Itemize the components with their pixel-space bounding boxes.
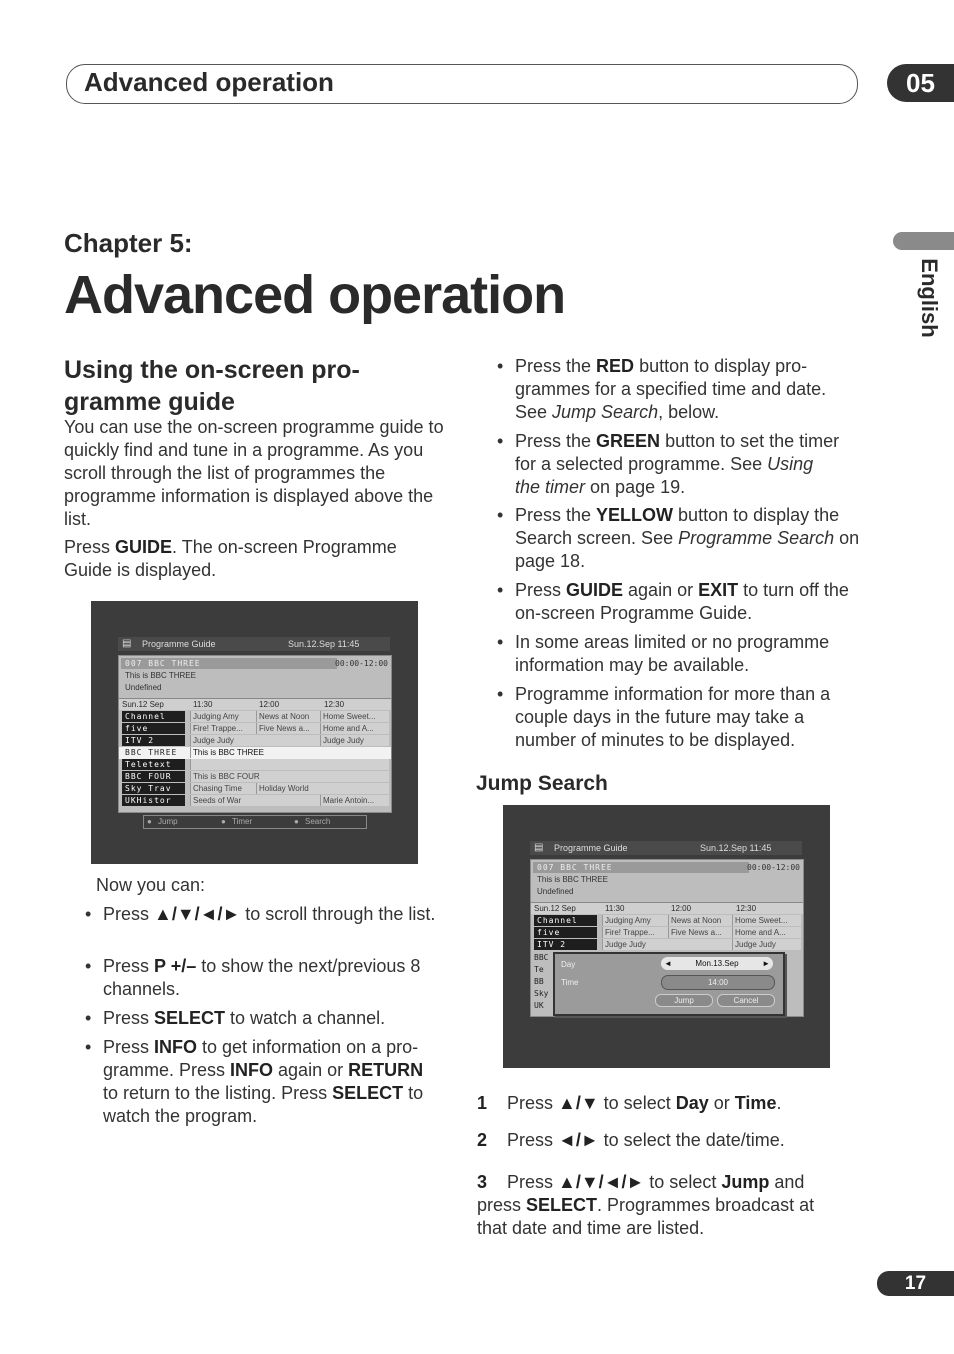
footer-timer[interactable]: Timer	[232, 817, 253, 826]
time-field[interactable]: 14:00	[661, 975, 775, 990]
bullet-item: • Press INFO to get information on a pro-gramme. Press INFO again or RETURN to return to the listing. Press SELECT to watch the program.	[85, 1037, 424, 1126]
bullet-item: • Press GUIDE again or EXIT to turn off the on-screen Programme Guide.	[497, 580, 849, 623]
guide-panel: 007 BBC THREE 00:00-12:00 This is BBC THREE Undefined Sun.12 Sep 11:30 12:00 12:30 Channel Judging Amy News at Noon Home Sweet... five Fire! Trappe... Five News a... Home and A... ITV 2 Judge Judy Judge Judy BBC Te BB Sky UK Day ◄ Mon.13.Sep ► Time 14:00 Jump Cancel	[530, 859, 804, 1017]
bullet-item: • Press ▲/▼/◄/► to scroll through the list.	[85, 904, 436, 924]
day-selector[interactable]: ◄ Mon.13.Sep ►	[661, 957, 773, 970]
intro-paragraph: You can use the on-screen programme guide to quickly find and tune in a programme. As you scroll through the list of programmes the programme information is displayed above the list.	[64, 417, 444, 529]
current-channel-bar: 007 BBC THREE	[121, 658, 337, 669]
guide-row[interactable]: five Fire! Trappe... Five News a... Home and A...	[531, 927, 803, 939]
time-header-row: Sun.12 Sep 11:30 12:00 12:30	[531, 902, 803, 914]
guide-panel: 007 BBC THREE 00:00-12:00 This is BBC THREE Undefined Sun.12 Sep 11:30 12:00 12:30 Channel Judging Amy News at Noon Home Sweet... five Fire! Trappe... Five News a... Home and A... ITV 2 Judge Judy Judge Judy BBC THREE This is BBC THREE Teletext BBC FOUR This is BBC FOUR Sky Trav Chasing Time Holiday World UKHistor Seeds of War Marie Antoin...	[118, 655, 392, 813]
step-item: 1 Press ▲/▼ to select Day or Time.	[477, 1093, 782, 1113]
guide-footer	[143, 815, 367, 829]
programme-guide-screenshot	[91, 601, 418, 864]
chapter-title: Advanced operation	[64, 265, 566, 325]
cancel-button[interactable]: Cancel	[717, 994, 775, 1007]
guide-grid	[119, 711, 391, 811]
guide-row[interactable]: Channel Judging Amy News at Noon Home Sweet...	[119, 711, 391, 723]
jump-button[interactable]: Jump	[655, 994, 713, 1007]
footer-jump[interactable]: Jump	[158, 817, 178, 826]
bullet-item: • In some areas limited or no programme information may be available.	[497, 632, 830, 675]
jump-search-heading: Jump Search	[476, 772, 608, 795]
bullet-item: • Press the GREEN button to set the timer for a selected programme. See Using the timer on page 19.	[497, 431, 840, 497]
bullet-item: • Press SELECT to watch a channel.	[85, 1008, 386, 1028]
chapter-badge: 05	[887, 64, 954, 102]
press-guide-paragraph: Press GUIDE. The on-screen Programme Guide is displayed.	[64, 537, 397, 580]
language-tab	[904, 256, 954, 340]
red-button-icon: ●	[147, 817, 152, 826]
day-label: Day	[561, 960, 576, 969]
guide-row[interactable]: ITV 2 Judge Judy Judge Judy	[531, 939, 803, 951]
jump-search-dialog	[553, 952, 785, 1016]
guide-row[interactable]: Teletext	[119, 759, 391, 771]
section-heading	[64, 354, 444, 418]
time-header-row: Sun.12 Sep 11:30 12:00 12:30	[119, 698, 391, 710]
guide-row-selected[interactable]: BBC THREE This is BBC THREE	[119, 747, 391, 759]
current-channel-bar: 007 BBC THREE	[533, 862, 749, 873]
guide-title-bar: ▤ Programme Guide Sun.12.Sep 11:45	[118, 637, 390, 651]
footer-search[interactable]: Search	[305, 817, 331, 826]
guide-row[interactable]: ITV 2 Judge Judy Judge Judy	[119, 735, 391, 747]
language-tab-marker	[893, 232, 954, 250]
bullet-item: • Press the YELLOW button to display the Search screen. See Programme Search on page 18.	[497, 505, 860, 571]
language-label: English	[917, 258, 942, 338]
section-heading-line1: Using the on-screen pro-	[64, 356, 360, 384]
green-button-icon: ●	[221, 817, 226, 826]
guide-row[interactable]: Channel Judging Amy News at Noon Home Sweet...	[531, 915, 803, 927]
partial-channel-list: BBC Te BB Sky UK	[534, 953, 549, 1010]
guide-tv-icon: ▤	[122, 638, 132, 649]
step-item: 2 Press ◄/► to select the date/time.	[477, 1130, 785, 1150]
arrow-right-icon[interactable]: ►	[762, 959, 770, 968]
guide-row[interactable]: UKHistor Seeds of War Marie Antoin...	[119, 795, 391, 807]
section-heading-line2: gramme guide	[64, 388, 235, 416]
yellow-button-icon: ●	[294, 817, 299, 826]
now-you-can: Now you can:	[96, 875, 206, 895]
guide-row[interactable]: five Fire! Trappe... Five News a... Home and A...	[119, 723, 391, 735]
step-item: 3 Press ▲/▼/◄/► to select Jump and press SELECT. Programmes broadcast at that date and time are listed.	[477, 1172, 815, 1238]
bullet-item: • Press P +/– to show the next/previous 8 channels.	[85, 956, 421, 999]
bullet-item: • Press the RED button to display pro-grammes for a specified time and date. See Jump Search, below.	[497, 356, 827, 422]
guide-row[interactable]: Sky Trav Chasing Time Holiday World	[119, 783, 391, 795]
time-label: Time	[561, 978, 579, 987]
guide-row[interactable]: BBC FOUR This is BBC FOUR	[119, 771, 391, 783]
guide-title-bar: ▤ Programme Guide Sun.12.Sep 11:45	[530, 841, 802, 855]
jump-search-screenshot	[503, 805, 830, 1068]
bullet-item: • Programme information for more than a couple days in the future may take a number of minutes to be displayed.	[497, 684, 831, 750]
arrow-left-icon[interactable]: ◄	[664, 959, 672, 968]
chapter-label: Chapter 5:	[64, 228, 193, 258]
page-number: 17	[877, 1271, 954, 1296]
guide-grid	[531, 915, 803, 955]
header-section-title: Advanced operation	[84, 67, 334, 97]
guide-tv-icon: ▤	[534, 842, 544, 853]
